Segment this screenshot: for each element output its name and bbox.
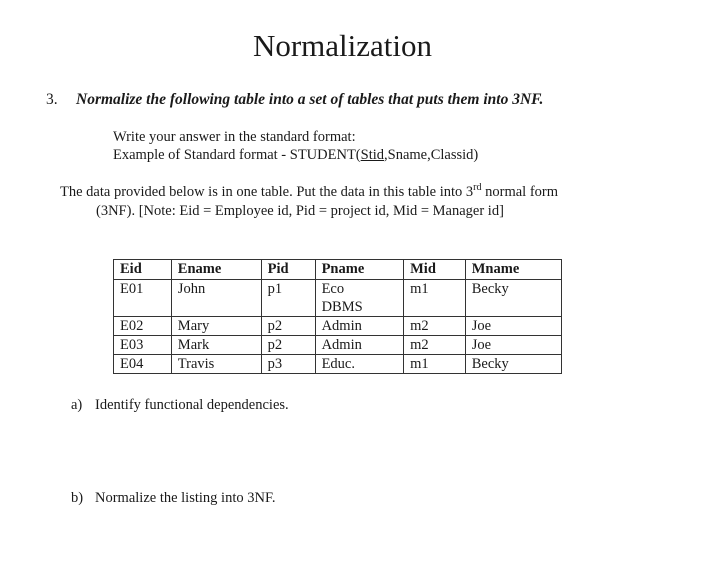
table-cell: m1 [404, 355, 466, 374]
table-cell: Mark [171, 336, 261, 355]
instruction-line-2: Example of Standard format - STUDENT(Stid,Sname,Classid) [113, 147, 479, 163]
table-cell: Eco DBMS [315, 280, 404, 317]
table-cell: p3 [261, 355, 315, 374]
table-cell: E03 [114, 336, 172, 355]
table-row [114, 280, 562, 317]
primary-key-example: Stid [360, 147, 385, 163]
table-cell: John [171, 280, 261, 317]
table-cell: Educ. [315, 355, 404, 374]
employee-project-table [113, 259, 562, 374]
table-cell: E04 [114, 355, 172, 374]
table-header-row [114, 260, 562, 280]
table-cell: m2 [404, 317, 466, 336]
table-cell: p2 [261, 317, 315, 336]
instructions [113, 128, 478, 164]
question-3 [46, 90, 543, 110]
table-row [114, 336, 562, 355]
table-cell: m1 [404, 280, 466, 317]
table-cell: E02 [114, 317, 172, 336]
question-text: Normalize the following table into a set of tables that puts them into 3NF. [76, 91, 544, 108]
page-title: Normalization [252, 28, 433, 63]
table-cell: Admin [315, 336, 404, 355]
column-header: Eid [114, 260, 172, 280]
question-number: 3. [46, 91, 58, 108]
table-cell: Becky [465, 280, 561, 317]
column-header: Ename [171, 260, 261, 280]
table-cell: Joe [465, 336, 561, 355]
subquestion-b: b) Normalize the listing into 3NF. [71, 490, 276, 506]
table-cell: Joe [465, 317, 561, 336]
column-header: Pid [261, 260, 315, 280]
data-description [60, 183, 660, 221]
column-header: Mname [465, 260, 561, 280]
column-header: Mid [404, 260, 466, 280]
table-cell: Mary [171, 317, 261, 336]
table-cell: Becky [465, 355, 561, 374]
data-description-line-2: (3NF). [Note: Eid = Employee id, Pid = project id, Mid = Manager id] [96, 203, 504, 219]
table-cell: m2 [404, 336, 466, 355]
column-header: Pname [315, 260, 404, 280]
data-description-line-1: The data provided below is in one table. Put the data in this table into 3rd normal form [60, 182, 559, 200]
table-cell: p2 [261, 336, 315, 355]
instruction-line-1: Write your answer in the standard format: [113, 129, 356, 145]
table-cell: Admin [315, 317, 404, 336]
table-row [114, 355, 562, 374]
table-row [114, 317, 562, 336]
table-cell: p1 [261, 280, 315, 317]
table-cell: Travis [171, 355, 261, 374]
table-cell: E01 [114, 280, 172, 317]
subquestion-a: a) Identify functional dependencies. [71, 397, 289, 413]
